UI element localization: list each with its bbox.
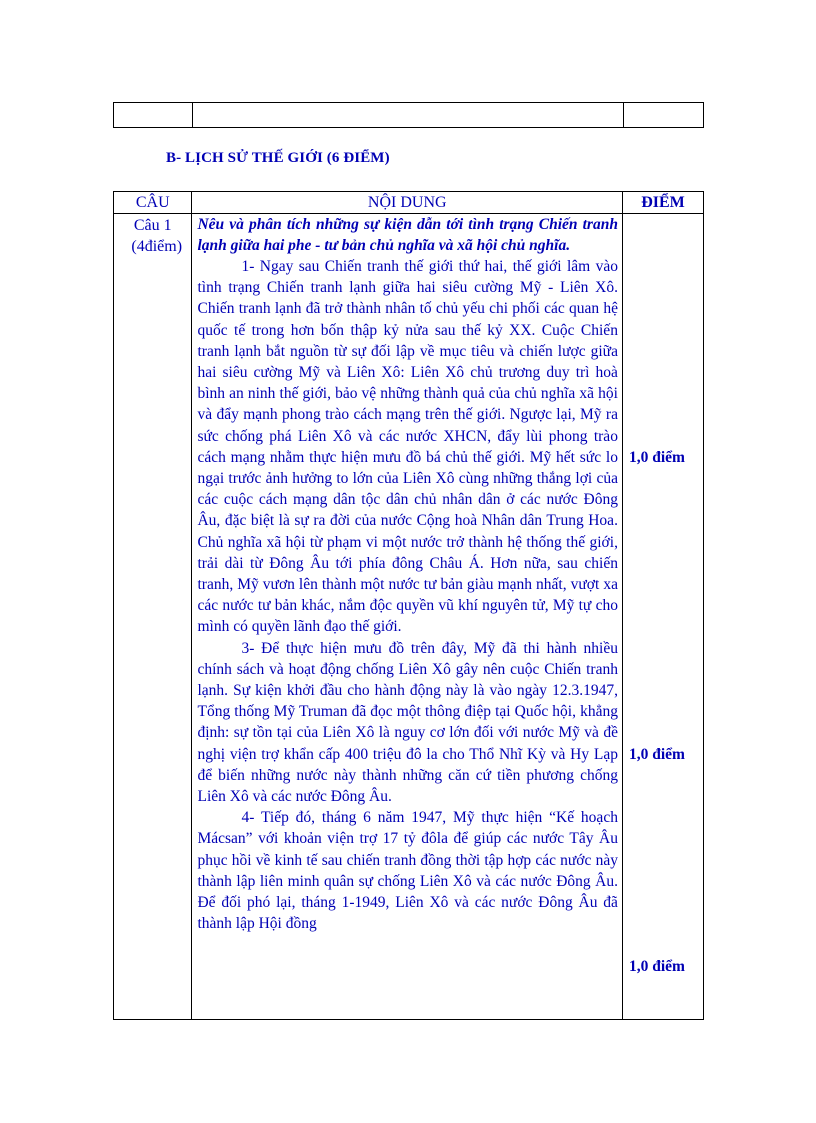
empty-row (114, 103, 704, 128)
question-max-points: (4điểm) (131, 238, 183, 255)
empty-cell (114, 103, 193, 128)
points-value-2: 1,0 điểm (628, 746, 685, 763)
question-cell (114, 214, 192, 1020)
question-prompt: Nêu và phân tích những sự kiện dẫn tới tình trạng Chiến tranh lạnh giữa hai phe - tư bản chủ nghĩa và xã hội chủ nghĩa. (197, 216, 618, 254)
question-row (114, 214, 704, 1020)
answer-paragraph-3: 3- Để thực hiện mưu đồ trên đây, Mỹ đã thi hành nhiều chính sách và hoạt động chống Liên Xô gây nên cuộc Chiến tranh lạnh. Sự kiện khởi đầu cho hành động này là vào ngày 12.3.1947, Tổng thống Mỹ Truman đã đọc một thông điệp tại Quốc hội, khẳng định: sự tồn tại của Liên Xô là nguy cơ lớn đối với nước Mỹ và đề nghị viện trợ khẩn cấp 400 triệu đô la cho Thổ Nhĩ Kỳ và Hy Lạp để biến những nước này thành những căn cứ tiền phương chống Liên Xô và các nước Đông Âu. (197, 639, 618, 806)
answer-paragraph-4: 4- Tiếp đó, tháng 6 năm 1947, Mỹ thực hiện “Kế hoạch Mácsan” với khoản viện trợ 17 tỷ đôla để giúp các nước Tây Âu phục hồi về kinh tế sau chiến tranh đồng thời tập hợp các nước này thành lập liên minh quân sự chống Liên Xô và các nước Đông Âu. Để đối phó lại, tháng 1-1949, Liên Xô và các nước Đông Âu đã thành lập Hội đồng (197, 809, 618, 933)
section-title: B- LỊCH SỬ THẾ GIỚI (6 ĐIỂM) (166, 150, 390, 166)
points-cell (622, 214, 703, 1020)
header-content: NỘI DUNG (192, 192, 622, 214)
points-value-1: 1,0 điểm (628, 449, 685, 466)
header-points: ĐIỂM (622, 192, 703, 214)
empty-cell (624, 103, 704, 128)
points-value-3: 1,0 điểm (628, 958, 685, 975)
empty-cell (193, 103, 624, 128)
content-cell (192, 214, 622, 1020)
answer-table (113, 191, 704, 1020)
question-label: Câu 1 (133, 217, 172, 234)
top-empty-table (113, 102, 704, 128)
answer-paragraph-1: 1- Ngay sau Chiến tranh thế giới thứ hai, thế giới lâm vào tình trạng Chiến tranh lạnh giữa hai siêu cường Mỹ - Liên Xô. Chiến tranh lạnh đã trở thành nhân tố chủ yếu chi phối các quan hệ quốc tế trong hơn bốn thập kỷ nửa sau thế kỷ XX. Cuộc Chiến tranh lạnh bắt nguồn từ sự đối lập về mục tiêu và chiến lược giữa hai siêu cường Mỹ và Liên Xô: Liên Xô chủ trương duy trì hoà bình an ninh thế giới, bảo vệ những thành quả của chủ nghĩa xã hội và đẩy mạnh phong trào cách mạng trên thế giới. Ngược lại, Mỹ ra sức chống phá Liên Xô và các nước XHCN, đẩy lùi phong trào cách mạng nhằm thực hiện mưu đồ bá chủ thế giới. Mỹ hết sức lo ngại trước ảnh hưởng to lớn của Liên Xô cùng những thắng lợi của các cuộc cách mạng dân tộc dân chủ nhân dân ở các nước Đông Âu, đặc biệt là sự ra đời của nước Cộng hoà Nhân dân Trung Hoa. Chủ nghĩa xã hội từ phạm vi một nước trở thành hệ thống thế giới, trải dài từ Đông Âu tới phía đông Châu Á. Hơn nữa, sau chiến tranh, Mỹ vươn lên thành một nước tư bản giàu mạnh nhất, vượt xa các nước tư bản khác, nắm độc quyền vũ khí nguyên tử, Mỹ tự cho mình có quyền lãnh đạo thế giới. (197, 258, 618, 636)
header-row (114, 192, 704, 214)
header-question: CÂU (114, 192, 192, 214)
